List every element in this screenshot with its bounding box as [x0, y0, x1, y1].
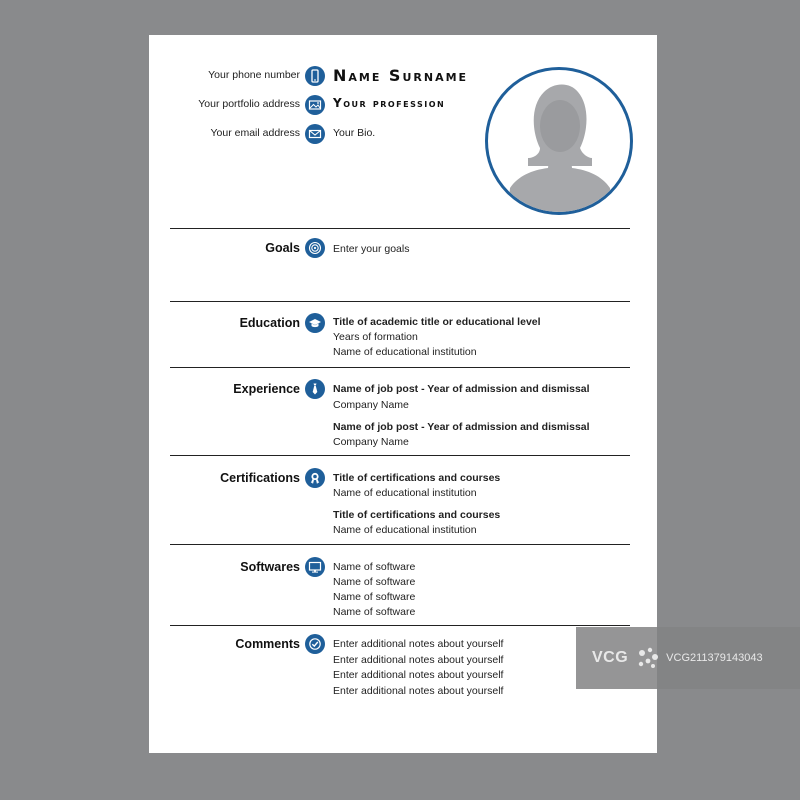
comments-line: Enter additional notes about yourself [333, 685, 504, 697]
softwares-title: Softwares [240, 560, 300, 574]
email-label: Your email address [210, 127, 300, 139]
graduation-cap-icon [305, 313, 325, 333]
bio-text: Your Bio. [333, 127, 376, 139]
certifications-line: Name of educational institution [333, 524, 477, 536]
watermark [576, 627, 800, 689]
image-icon [305, 95, 325, 115]
goals-line: Enter your goals [333, 243, 410, 255]
experience-line: Name of job post - Year of admission and dismissal [333, 383, 590, 395]
education-line: Years of formation [333, 331, 418, 343]
certifications-line: Title of certifications and courses [333, 509, 501, 521]
softwares-line: Name of software [333, 606, 416, 618]
education-line: Title of academic title or educational level [333, 316, 541, 328]
certifications-line: Title of certifications and courses [333, 472, 501, 484]
monitor-icon [305, 557, 325, 577]
education-line: Name of educational institution [333, 346, 477, 358]
profile-photo-placeholder [485, 67, 633, 215]
experience-line: Company Name [333, 399, 409, 411]
check-circle-icon [305, 634, 325, 654]
divider [170, 455, 630, 456]
experience-line: Company Name [333, 436, 409, 448]
divider [170, 301, 630, 302]
avatar-silhouette-icon [488, 70, 630, 212]
comments-line: Enter additional notes about yourself [333, 654, 504, 666]
phone-icon [305, 66, 325, 86]
target-icon [305, 238, 325, 258]
goals-title: Goals [265, 241, 300, 255]
name-title: Name Surname [333, 66, 469, 85]
divider [170, 544, 630, 545]
certifications-title: Certifications [220, 471, 300, 485]
phone-label: Your phone number [208, 69, 300, 81]
comments-title: Comments [235, 637, 300, 651]
comments-line: Enter additional notes about yourself [333, 638, 504, 650]
experience-line: Name of job post - Year of admission and dismissal [333, 421, 590, 433]
profession-subtitle: Your profession [333, 96, 446, 110]
watermark-mark-icon [634, 644, 662, 672]
comments-line: Enter additional notes about yourself [333, 669, 504, 681]
softwares-line: Name of software [333, 561, 416, 573]
divider [170, 228, 630, 229]
tie-icon [305, 379, 325, 399]
softwares-line: Name of software [333, 591, 416, 603]
medal-icon [305, 468, 325, 488]
divider [170, 367, 630, 368]
portfolio-label: Your portfolio address [198, 98, 300, 110]
experience-title: Experience [233, 382, 300, 396]
certifications-line: Name of educational institution [333, 487, 477, 499]
envelope-icon [305, 124, 325, 144]
education-title: Education [239, 316, 300, 330]
watermark-text: VCG211379143043 [666, 652, 763, 664]
watermark-logo: VCG [592, 649, 629, 666]
divider [170, 625, 630, 626]
softwares-line: Name of software [333, 576, 416, 588]
